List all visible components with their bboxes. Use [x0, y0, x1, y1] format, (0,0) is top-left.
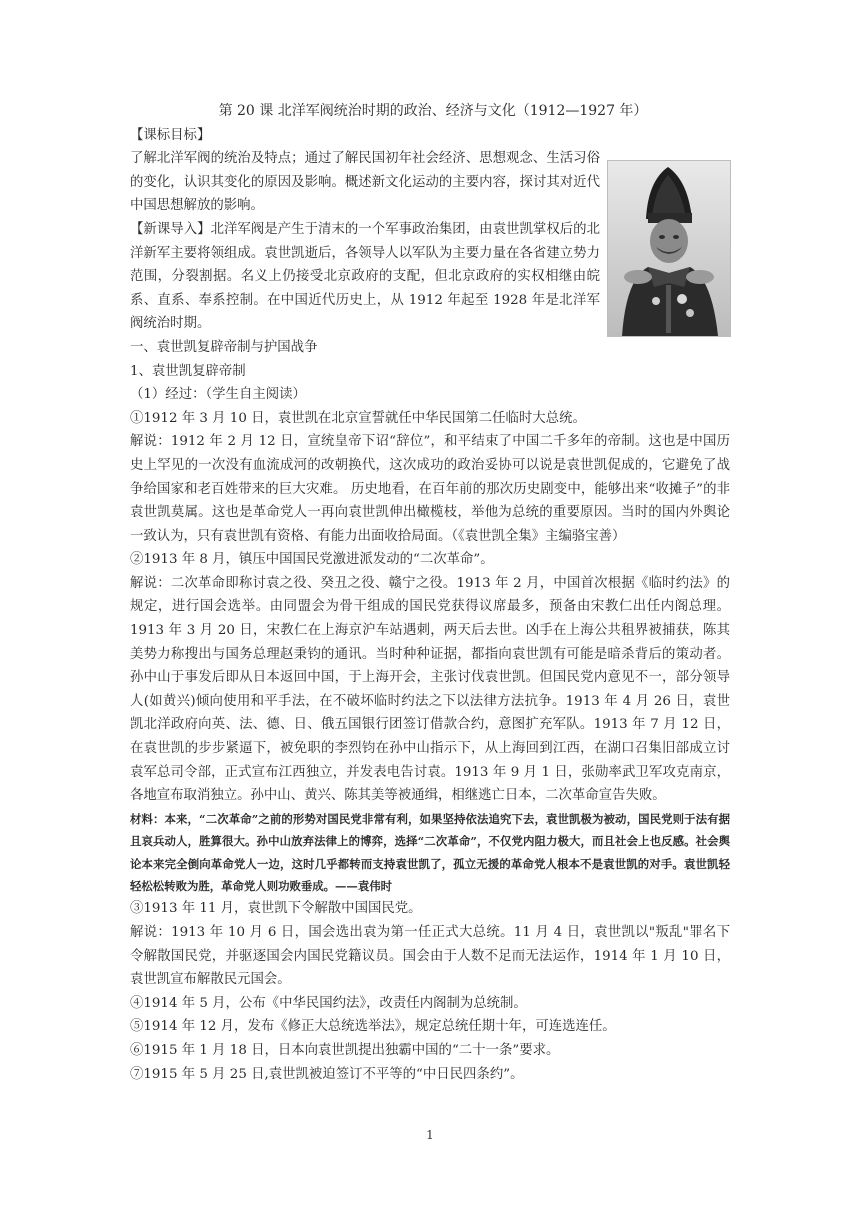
- material-quote: 材料：本来，“二次革命”之前的形势对国民党非常有利，如果坚持依法追究下去，袁世凯极为被动，国民党则于法有据且哀兵动人，胜算很大。孙中山放弃法律上的博弈，选择“二次革命”，不仅党内阻力极大，而且社会上也反感。社会舆论本来完全倒向革命党人一边，这时几乎都转而支持袁世凯了，孤立无援的革命党人根本不是袁世凯的对手。袁世凯轻轻松松转败为胜，革命党人则功败垂成。——袁伟时: [130, 811, 730, 894]
- process-label: （1）经过：（学生自主阅读）: [130, 387, 306, 403]
- event-explanation-2: 解说：二次革命即称讨袁之役、癸丑之役、赣宁之役。1913 年 2 月，中国首次根据《临时约法》的规定，进行国会选举。由同盟会为骨干组成的国民党获得议席最多，预备由宋教仁出任内阁总理。1913 年 3 月 20 日，宋教仁在上海京沪车站遇刺，两天后去世。凶手在上海公共租界被捕获，陈其美势力称搜出与国务总理赵秉钧的通讯。当时种种证据，都指向袁世凯有可能是暗杀背后的策动者。孙中山于事发后即从日本返回中国，于上海开会，主张讨伐袁世凯。但国民党内意见不一，部分领导人(如黄兴)倾向使用和平手法，在不破坏临时约法之下以法律方法抗争。1913 年 4 月 26 日，袁世凯北洋政府向英、法、德、日、俄五国银行团签订借款合约，意图扩充军队。1913 年 7 月 12 日，在袁世凯的步步紧逼下，被免职的李烈钧在孙中山指示下，从上海回到江西，在湖口召集旧部成立讨袁军总司令部，正式宣布江西独立，并发表电告讨袁。1913 年 9 月 1 日，张勋率武卫军攻克南京，各地宣布取消独立。孙中山、黄兴、陈其美等被通缉，相继逃亡日本，二次革命宣告失败。: [130, 575, 730, 804]
- event-item-7: ⑦1915 年 5 月 25 日,袁世凯被迫签订不平等的“中日民四条约”。: [130, 1066, 524, 1082]
- goal-heading: 【课标目标】: [130, 127, 211, 143]
- event-item-6: ⑥1915 年 1 月 18 日，日本向袁世凯提出独霸中国的“二十一条”要求。: [130, 1043, 560, 1058]
- event-item-2: ②1913 年 8 月，镇压中国国民党激进派发动的“二次革命”。: [130, 552, 494, 568]
- event-item-5: ⑤1914 年 12 月，发布《修正大总统选举法》，规定总统任期十年，可连选连任。: [130, 1019, 616, 1035]
- event-explanation-1: 解说：1912 年 2 月 12 日，宣统皇帝下诏“辞位”，和平结束了中国二千多年的帝制。这也是中国历史上罕见的一次没有血流成河的改朝换代，这次成功的政治妥协可以说是袁世凯促成的，它避免了战争给国家和老百姓带来的巨大灾难。 历史地看，在百年前的那次历史剧变中，能够出来“收摊子”的非袁世凯莫属。这也是革命党人一再向袁世凯伸出橄榄枝，举他为总统的重要原因。当时的国内外舆论一致认为，只有袁世凯有资格、有能力出面收拾局面。（《袁世凯全集》主编骆宝善）: [130, 434, 730, 544]
- page-number: 1: [426, 1128, 434, 1142]
- document-body: [130, 100, 730, 1086]
- event-item-4: ④1914 年 5 月，公布《中华民国约法》，改责任内阁制为总统制。: [130, 995, 527, 1011]
- subsection-heading: 1、袁世凯复辟帝制: [130, 363, 246, 379]
- intro-paragraph: [130, 218, 600, 336]
- intro-block: [130, 124, 600, 336]
- section-heading: 一、袁世凯复辟帝制与护国战争: [130, 339, 318, 355]
- lesson-title: 第 20 课 北洋军阀统治时期的政治、经济与文化（1912—1927 年）: [218, 103, 648, 119]
- intro-text: 北洋军阀是产生于清末的一个军事政治集团，由袁世凯掌权后的北洋新军主要将领组成。袁世凯逝后，各领导人以军队为主要力量在各省建立势力范围，分裂割据。名义上仍接受北京政府的支配，但北京政府的实权相继由皖系、直系、奉系控制。在中国近代历史上，从 1912 年起至 1928 年是北洋军阀统治时期。: [130, 221, 600, 332]
- event-item-3: ③1913 年 11 月，袁世凯下令解散中国国民党。: [130, 901, 422, 917]
- intro-heading: 【新课导入】: [130, 221, 211, 237]
- event-item-1: ①1912 年 3 月 10 日，袁世凯在北京宣誓就任中华民国第二任临时大总统。: [130, 410, 586, 426]
- event-explanation-3: 解说：1913 年 10 月 6 日，国会选出袁为第一任正式大总统。11 月 4 日，袁世凯以"叛乱"罪名下令解散国民党，并驱逐国会内国民党籍议员。国会由于人数不足而无法运作，1914 年 1 月 10 日，袁世凯宣布解散民元国会。: [130, 925, 730, 988]
- goal-text: 了解北洋军阀的统治及特点；通过了解民国初年社会经济、思想观念、生活习俗的变化，认识其变化的原因及影响。概述新文化运动的主要内容，探讨其对近代中国思想解放的影响。: [130, 151, 600, 214]
